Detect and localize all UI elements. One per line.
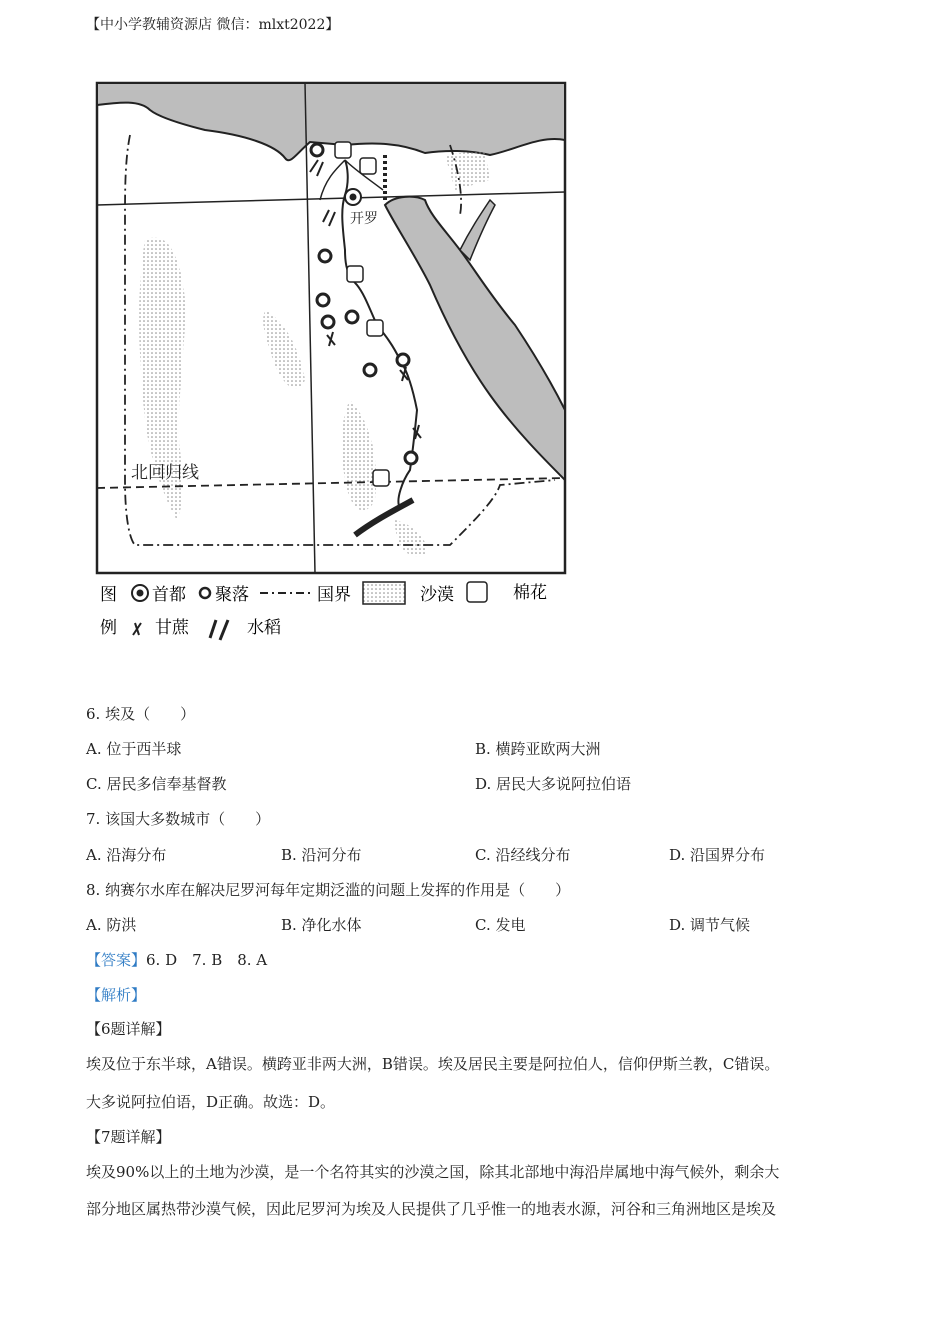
question-6-stem: 6. 埃及（ ） bbox=[86, 705, 196, 723]
q6-option-b: B. 横跨亚欧两大洲 bbox=[475, 740, 601, 758]
q8-option-d: D. 调节气候 bbox=[669, 916, 751, 934]
legend-cotton: 棉花 bbox=[513, 583, 547, 603]
q6-option-a: A. 位于西半球 bbox=[86, 740, 182, 758]
answer-text: 6. D 7. B 8. A bbox=[146, 951, 268, 969]
question-7-stem: 7. 该国大多数城市（ ） bbox=[86, 810, 271, 828]
question-8-stem: 8. 纳赛尔水库在解决尼罗河每年定期泛滥的问题上发挥的作用是（ ） bbox=[86, 881, 571, 899]
legend-border: 国界 bbox=[317, 585, 351, 605]
q7-option-a: A. 沿海分布 bbox=[86, 846, 167, 864]
legend-title-1: 图 bbox=[100, 585, 117, 605]
legend-rice: 水稻 bbox=[247, 618, 281, 638]
detail-7-line-2: 部分地区属热带沙漠气候，因此尼罗河为埃及人民提供了几乎惟一的地表水源，河谷和三角洲地区是埃及 bbox=[86, 1200, 777, 1218]
detail-7-line-1: 埃及90%以上的土地为沙漠，是一个名符其实的沙漠之国，除其北部地中海沿岸属地中海气候外，剩余大 bbox=[86, 1163, 780, 1181]
cotton-icon bbox=[467, 582, 487, 602]
q8-option-a: A. 防洪 bbox=[86, 916, 137, 934]
mediterranean-sea bbox=[97, 83, 565, 160]
q7-option-b: B. 沿河分布 bbox=[281, 846, 362, 864]
detail-6-line-2: 大多说阿拉伯语，D正确。故选：D。 bbox=[86, 1093, 336, 1111]
q8-option-c: C. 发电 bbox=[475, 916, 526, 934]
legend-settlement: 聚落 bbox=[215, 585, 249, 605]
q6-option-d: D. 居民大多说阿拉伯语 bbox=[475, 775, 632, 793]
settlement-markers bbox=[311, 144, 417, 464]
answer-label: 【答案】 bbox=[86, 951, 147, 969]
legend-title-2: 例 bbox=[100, 618, 117, 638]
legend-desert: 沙漠 bbox=[420, 585, 454, 605]
q6-option-c: C. 居民多信奉基督教 bbox=[86, 775, 227, 793]
capital-marker bbox=[345, 189, 361, 205]
detail-7-title: 【7题详解】 bbox=[86, 1128, 171, 1146]
tropic-label: 北回归线 bbox=[131, 463, 199, 483]
analysis-label: 【解析】 bbox=[86, 986, 147, 1004]
rice-icon bbox=[210, 620, 228, 640]
legend-capital: 首都 bbox=[152, 585, 186, 605]
egypt-map bbox=[95, 80, 570, 650]
legend-sugarcane: 甘蔗 bbox=[155, 618, 189, 638]
sugarcane-icon bbox=[133, 623, 141, 635]
map-legend bbox=[100, 582, 547, 640]
answer-line bbox=[86, 950, 267, 970]
gulf-of-aqaba bbox=[460, 200, 495, 260]
latitude-line bbox=[97, 192, 565, 205]
detail-6-title: 【6题详解】 bbox=[86, 1020, 171, 1038]
desert-areas bbox=[139, 150, 490, 556]
page-header: 【中小学教辅资源店 微信：mlxt2022】 bbox=[86, 17, 340, 33]
cairo-label: 开罗 bbox=[350, 211, 378, 227]
detail-6-line-1: 埃及位于东半球，A错误。横跨亚非两大洲，B错误。埃及居民主要是阿拉伯人，信仰伊斯兰教，C错误。 bbox=[86, 1055, 780, 1073]
q7-option-c: C. 沿经线分布 bbox=[475, 846, 571, 864]
q7-option-d: D. 沿国界分布 bbox=[669, 846, 766, 864]
q8-option-b: B. 净化水体 bbox=[281, 916, 362, 934]
